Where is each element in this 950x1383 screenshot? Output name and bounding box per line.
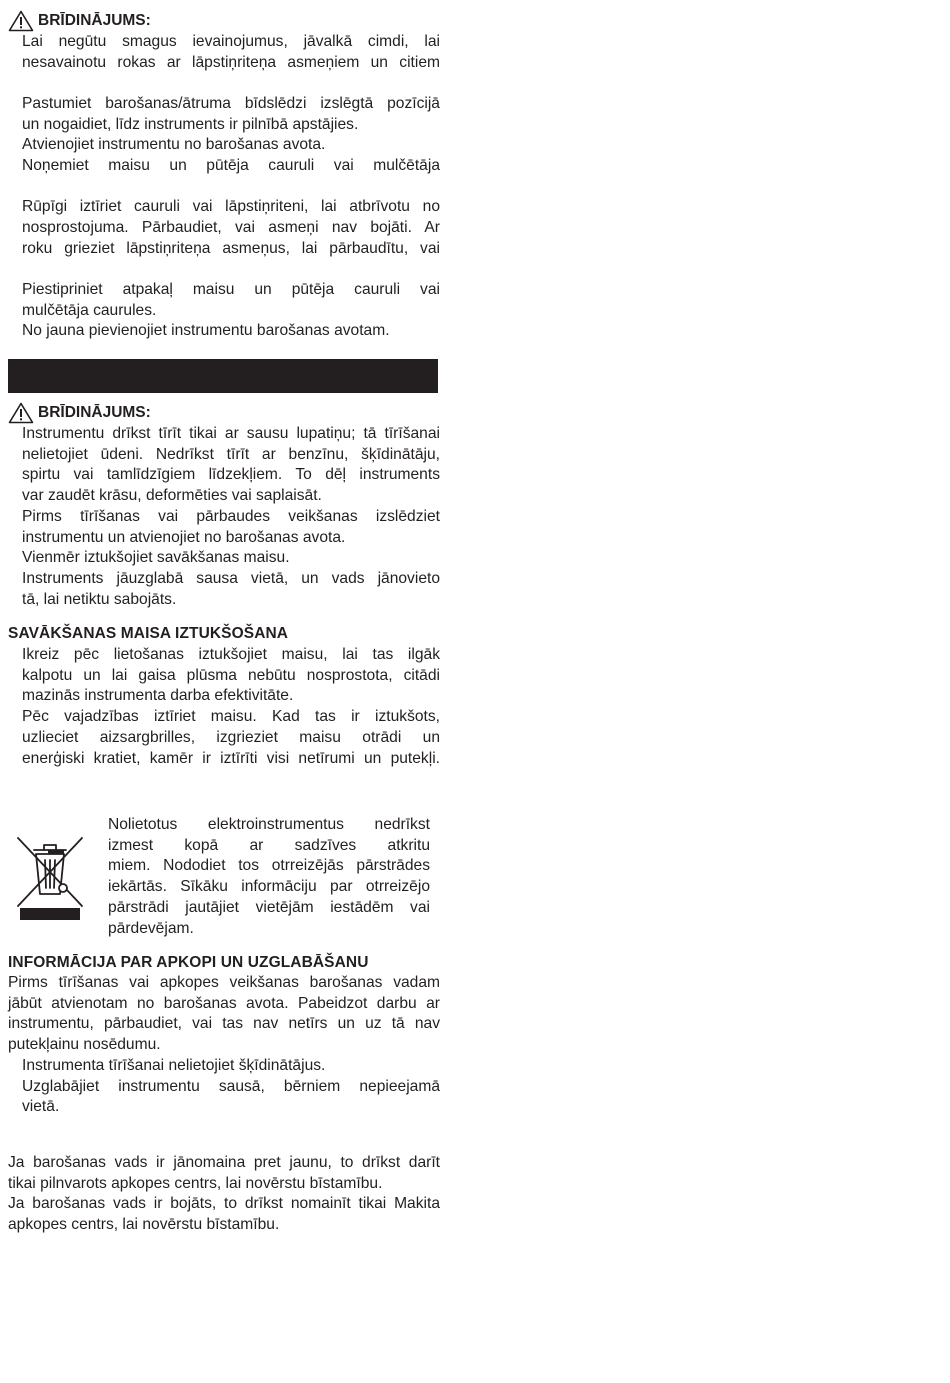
text-line: un nogaidiet, līdz instruments ir pilnībā apstājies. xyxy=(22,115,359,133)
text-line: jābūt atvienotam no barošanas avota. Pabeidzot darbu ar xyxy=(8,994,440,1012)
text-line: mazinās instrumenta darba efektivitāte. xyxy=(22,687,294,705)
text-line: nosprostojuma. Pārbaudiet, vai asmeņi nav bojāti. Ar xyxy=(22,218,440,236)
text-line: mulčētāja caurules. xyxy=(22,301,157,319)
text-line: instrumentu, pārbaudiet, vai tas nav netīrs un uz tā nav xyxy=(8,1015,440,1033)
text-line: roku grieziet lāpstiņriteņa asmeņus, lai pārbaudītu, vai xyxy=(22,239,440,257)
text-line: nelietojiet ūdeni. Nedrīkst tīrīt ar benzīnu, šķīdinātāju, xyxy=(22,445,440,463)
section1-body xyxy=(8,32,440,342)
text-line: iekārtās. Sīkāku informāciju par otrreizējo xyxy=(108,878,430,896)
section3-body xyxy=(8,645,440,769)
text-line: Ja barošanas vads ir jānomaina pret jaunu, to drīkst darīt xyxy=(8,1154,440,1171)
text-line: pārdevējam. xyxy=(108,919,194,937)
text-line: Instruments jāuzglabā sausa vietā, un vads jānovieto xyxy=(22,569,440,587)
warning-label: BRĪDINĀJUMS: xyxy=(38,12,151,29)
text-line: spirtu vai tamlīdzīgiem līdzekļiem. To dēļ instruments xyxy=(22,466,440,484)
text-line: Vienmēr iztukšojiet savākšanas maisu. xyxy=(22,549,290,567)
section-heading-maintenance: INFORMĀCIJA PAR APKOPI UN UZGLABĀŠANU xyxy=(8,954,369,971)
section2-body xyxy=(8,424,440,610)
text-line: instrumentu un atvienojiet no barošanas avota. xyxy=(22,528,346,546)
text-line: Lai negūtu smagus ievainojumus, jāvalkā cimdi, lai xyxy=(22,33,440,50)
text-line: pārstrādi jautājiet vietējām iestādēm vai xyxy=(108,898,430,916)
section-heading-bag-emptying: SAVĀKŠANAS MAISA IZTUKŠOŠANA xyxy=(8,625,289,642)
text-line: uzlieciet aizsargbrilles, izgrieziet maisu otrādi un xyxy=(22,728,440,746)
text-line: Instrumenta tīrīšanai nelietojiet šķīdinātājus. xyxy=(22,1056,326,1074)
crossed-out-bin-icon xyxy=(14,832,86,922)
text-line: putekļainu nosēdumu. xyxy=(8,1036,161,1054)
warning-heading-2 xyxy=(8,402,151,424)
text-line: Pēc vajadzības iztīriet maisu. Kad tas ir iztukšots, xyxy=(22,708,440,726)
text-line: vietā. xyxy=(22,1098,60,1116)
text-line: nesavainotu rokas ar lāpstiņriteņa asmeņiem un citiem xyxy=(22,53,440,71)
text-line: apkopes centrs, lai novērstu bīstamību. xyxy=(8,1216,280,1234)
section4-body xyxy=(8,973,440,1118)
text-line: Instrumentu drīkst tīrīt tikai ar sausu lupatiņu; tā tīrīšanai xyxy=(22,425,440,442)
weee-notice xyxy=(108,815,430,939)
text-line: var zaudēt krāsu, deformēties vai saplaisāt. xyxy=(22,487,322,505)
text-line: miem. Nododiet tos otrreizējās pārstrādes xyxy=(108,857,430,875)
warning-triangle-icon xyxy=(8,10,34,32)
text-line: tikai pilnvarots apkopes centrs, lai novērstu bīstamību. xyxy=(8,1174,383,1192)
warning-heading-1 xyxy=(8,10,151,32)
text-line: tā, lai netiktu sabojāts. xyxy=(22,590,177,608)
text-line: Ikreiz pēc lietošanas iztukšojiet maisu, lai tas ilgāk xyxy=(22,646,440,663)
text-line: enerģiski kratiet, kamēr ir iztīrīti visi netīrumi un putekļi. xyxy=(22,749,440,767)
text-line: Pirms tīrīšanas vai pārbaudes veikšanas izslēdziet xyxy=(22,507,440,525)
text-line: No jauna pievienojiet instrumentu barošanas avotam. xyxy=(22,322,390,340)
text-line: Piestipriniet atpakaļ maisu un pūtēja cauruli vai xyxy=(22,280,440,298)
text-line: Atvienojiet instrumentu no barošanas avota. xyxy=(22,136,326,154)
text-line: Pastumiet barošanas/ātruma bīdslēdzi izslēgtā pozīcijā xyxy=(22,94,440,112)
text-line: Pirms tīrīšanas vai apkopes veikšanas barošanas vadam xyxy=(8,974,440,991)
text-line: Rūpīgi iztīriet cauruli vai lāpstiņriteni, lai atbrīvotu no xyxy=(22,198,440,216)
section5-body xyxy=(8,1153,440,1236)
text-line: Uzglabājiet instrumentu sausā, bērniem nepieejamā xyxy=(22,1077,440,1095)
section-divider-bar xyxy=(8,359,438,393)
warning-label: BRĪDINĀJUMS: xyxy=(38,404,151,421)
text-line: Nolietotus elektroinstrumentus nedrīkst xyxy=(108,816,430,833)
text-line: izmest kopā ar sadzīves atkritu xyxy=(108,836,430,854)
warning-triangle-icon xyxy=(8,402,34,424)
text-line: Noņemiet maisu un pūtēja cauruli vai mulčētāja xyxy=(22,157,440,175)
text-line: Ja barošanas vads ir bojāts, to drīkst nomainīt tikai Makita xyxy=(8,1195,440,1213)
text-line: kalpotu un lai gaisa plūsma nebūtu nosprostota, citādi xyxy=(22,666,440,684)
